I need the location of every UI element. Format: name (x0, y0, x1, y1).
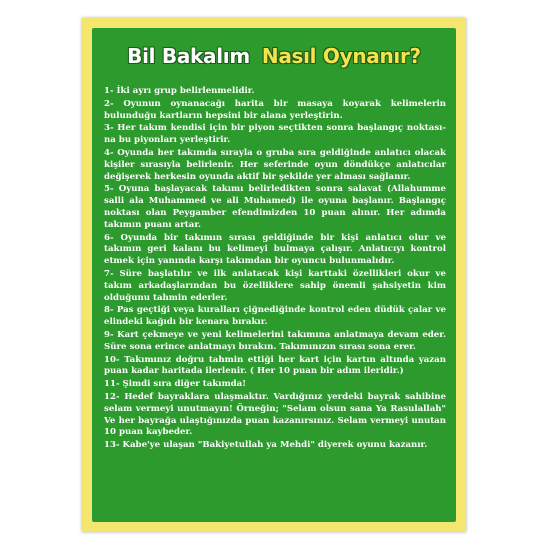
rule-2: 2- Oyunun oynanacağı harita bir masaya koyarak kelimelerin bulunduğu kartların hepsini bir alana yerleştirin. (104, 98, 446, 121)
card-title (92, 44, 456, 68)
rule-7: 7- Süre başlatılır ve ilk anlatacak kişi karttaki özellikleri okur ve takım arkadaşlarından bu özelliklere sahip önemli şahsiyetin kim olduğunu tahmin ederler. (104, 268, 446, 303)
rules-panel (92, 28, 456, 522)
rules-list (104, 86, 446, 453)
rule-1: 1- İki ayrı grup belirlenmelidir. (104, 86, 255, 96)
rule-6: 6- Oyunda bir takımın sırası geldiğinde bir kişi anlatıcı olur ve takımın geri kalanı bu kelimeyi bulmaya çalışır. Anlatıcıyı kontrol etmek için yanında karşı takımdan bir oyuncu bulunmalıdır. (104, 232, 446, 267)
rule-10: 10- Takımınız doğru tahmin ettiği her kart için kartın altında yazan puan kadar haritada ilerlenir. ( Her 10 puan bir adım ileridir.) (104, 354, 446, 377)
title-part-2: Nasıl Oynanır? (261, 44, 421, 68)
rule-11: 11- Şimdi sıra diğer takımda! (104, 379, 247, 390)
rule-5: 5- Oyuna başlayacak takımı belirledikten sonra salavat (Allahumme salli ala Muhammed ve ali Muhamed) ile oyuna başlanır. Başlangıç noktası olan Peygamber efendimizden 10 puan alınır. Her adımda takımın puanı artar. (104, 184, 446, 230)
rule-9: 9- Kart çekmeye ve yeni kelimelerini takımına anlatmaya devam eder. Süre sona erince anlatmayı bırakın. Takımınızın sırası sona erer. (104, 329, 446, 352)
rule-13: 13- Kabe'ye ulaşan "Bakiyetullah ya Mehdi" diyerek oyunu kazanır. (104, 440, 428, 451)
rule-4: 4- Oyunda her takımda sırayla o gruba sıra geldiğinde anlatıcı olacak kişiler sırasıyla belirlenir. Her seferinde oyun döndükçe anlatıcılar değişerek herkesin oyunda aktif bir şekilde yer alması sağlanır. (104, 147, 446, 182)
rule-12: 12- Hedef bayraklara ulaşmaktır. Vardığınız yerdeki bayrak sahibine selam vermeyi unutmayın! Örneğin; "Selam olsun sana Ya Rasulallah" Ve her bayrağa ulaştığınızda puan kazanırsınız. Selam vermeyi unutan 10 puan kaybeder. (104, 391, 446, 438)
title-part-1: Bil Bakalım (127, 44, 250, 68)
rules-card (82, 18, 466, 532)
rule-8: 8- Pas geçtiği veya kuralları çiğnediğinde kontrol eden düdük çalar ve elindeki kağıdı bir kenara bırakır. (104, 305, 446, 328)
rule-3: 3- Her takım kendisi için bir piyon seçtikten sonra başlangıç noktası-na bu piyonları yerleştirir. (104, 123, 446, 146)
